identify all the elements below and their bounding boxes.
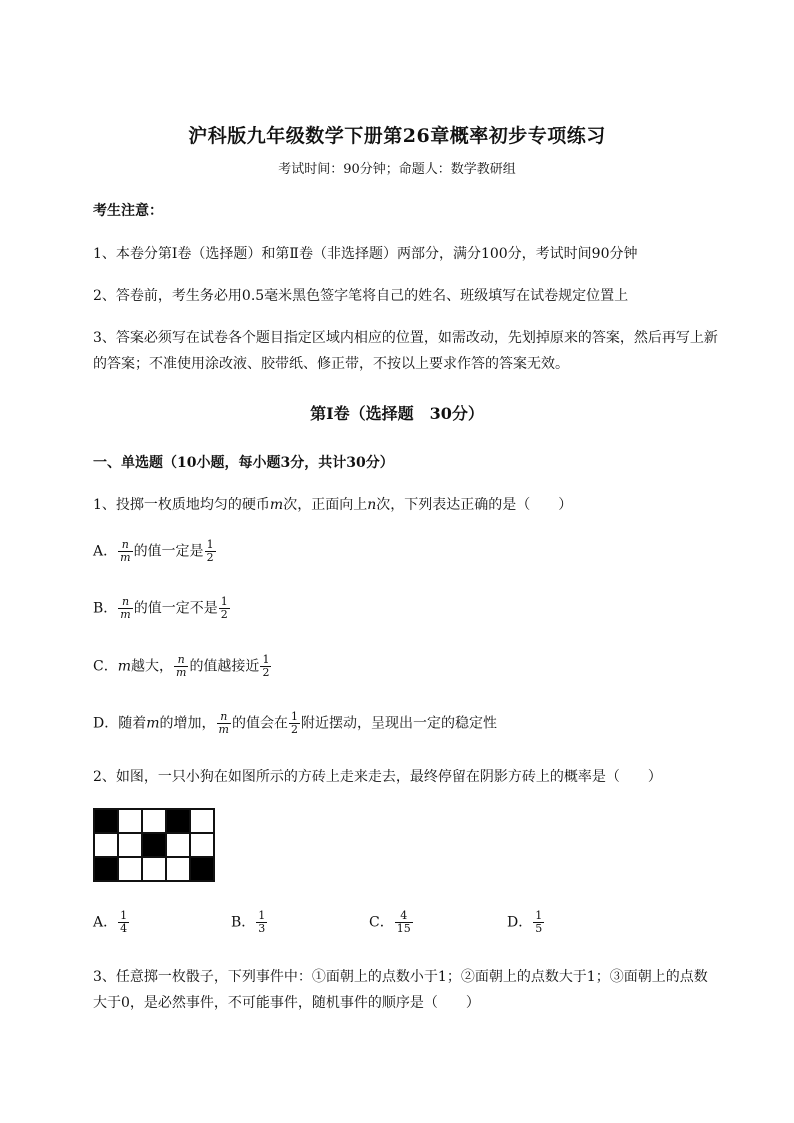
fraction-n-over-m: $\frac{n}{m}$ [120, 538, 131, 564]
plain-tile [118, 809, 142, 833]
section-title: 第I卷（选择题 30分） [310, 404, 484, 423]
fraction-one-half: $\frac{1}{2}$ [206, 538, 214, 564]
fraction-one-half: $\frac{1}{2}$ [290, 710, 298, 736]
shaded-tile [142, 833, 166, 857]
question-3-line-1: 3、任意掷一枚骰子，下列事件中：①面朝上的点数小于1；②面朝上的点数大于1；③面朝上的点数 [93, 969, 708, 985]
fraction-option-c: $\frac{4}{15}$ [396, 909, 411, 935]
fraction-one-half: $\frac{1}{2}$ [262, 653, 270, 679]
question-1-option-b[interactable]: B． $\frac{n}{m}$ 的值一定不是 $\frac{1}{2}$ [93, 595, 228, 621]
notice-item-1: 1、本卷分第I卷（选择题）和第Ⅱ卷（非选择题）两部分，满分100分，考试时间90分钟 [93, 246, 638, 262]
question-2-option-a[interactable]: A． $\frac{1}{4}$ [93, 909, 128, 935]
fraction-option-a: $\frac{1}{4}$ [120, 909, 128, 935]
plain-tile [166, 857, 190, 881]
var-m: m [269, 497, 284, 513]
question-1-option-d[interactable]: D．随着m的增加， $\frac{n}{m}$ 的值会在 $\frac{1}{2}$ 附近摆动，呈现出一定的稳定性 [93, 710, 497, 736]
notice-item-2: 2、答卷前，考生务必用0.5毫米黑色签字笔将自己的姓名、班级填写在试卷规定位置上 [93, 288, 629, 304]
shaded-tile [166, 809, 190, 833]
question-1-option-a[interactable]: A． $\frac{n}{m}$ 的值一定是 $\frac{1}{2}$ [93, 538, 214, 564]
plain-tile [118, 857, 142, 881]
fraction-n-over-m: $\frac{n}{m}$ [218, 710, 229, 736]
plain-tile [190, 833, 214, 857]
question-2-option-d[interactable]: D． $\frac{1}{5}$ [507, 909, 543, 935]
notice-item-3-line-1: 3、答案必须写在试卷各个题目指定区域内相应的位置，如需改动，先划掉原来的答案，然后再写上新 [93, 330, 718, 346]
fraction-option-d: $\frac{1}{5}$ [535, 909, 543, 935]
tile-grid-figure [93, 808, 215, 882]
page-subtitle: 考试时间：90分钟；命题人：数学教研组 [278, 162, 516, 177]
plain-tile [166, 833, 190, 857]
question-3-line-2: 大于0，是必然事件，不可能事件，随机事件的顺序是（ ） [93, 995, 480, 1011]
fraction-n-over-m: $\frac{n}{m}$ [120, 595, 131, 621]
page-title: 沪科版九年级数学下册第26章概率初步专项练习 [188, 125, 606, 147]
plain-tile [94, 833, 118, 857]
plain-tile [142, 809, 166, 833]
shaded-tile [190, 857, 214, 881]
fraction-n-over-m: $\frac{n}{m}$ [176, 653, 187, 679]
fraction-option-b: $\frac{1}{3}$ [258, 909, 266, 935]
question-2-option-b[interactable]: B． $\frac{1}{3}$ [231, 909, 266, 935]
plain-tile [118, 833, 142, 857]
fraction-one-half: $\frac{1}{2}$ [220, 595, 228, 621]
plain-tile [190, 809, 214, 833]
notice-heading: 考生注意： [93, 203, 163, 219]
question-2-option-c[interactable]: C． $\frac{4}{15}$ [369, 909, 411, 935]
shaded-tile [94, 809, 118, 833]
question-1-stem: 1、投掷一枚质地均匀的硬币m次，正面向上n次，下列表达正确的是（ ） [93, 497, 573, 513]
part-heading: 一、单选题（10小题，每小题3分，共计30分） [93, 455, 394, 471]
var-n: n [367, 497, 377, 513]
shaded-tile [94, 857, 118, 881]
question-2-stem: 2、如图，一只小狗在如图所示的方砖上走来走去，最终停留在阴影方砖上的概率是（ ） [93, 769, 662, 785]
notice-item-3-line-2: 的答案；不准使用涂改液、胶带纸、修正带，不按以上要求作答的答案无效。 [93, 356, 569, 372]
question-1-option-c[interactable]: C．m越大， $\frac{n}{m}$ 的值越接近 $\frac{1}{2}$ [93, 653, 270, 679]
plain-tile [142, 857, 166, 881]
